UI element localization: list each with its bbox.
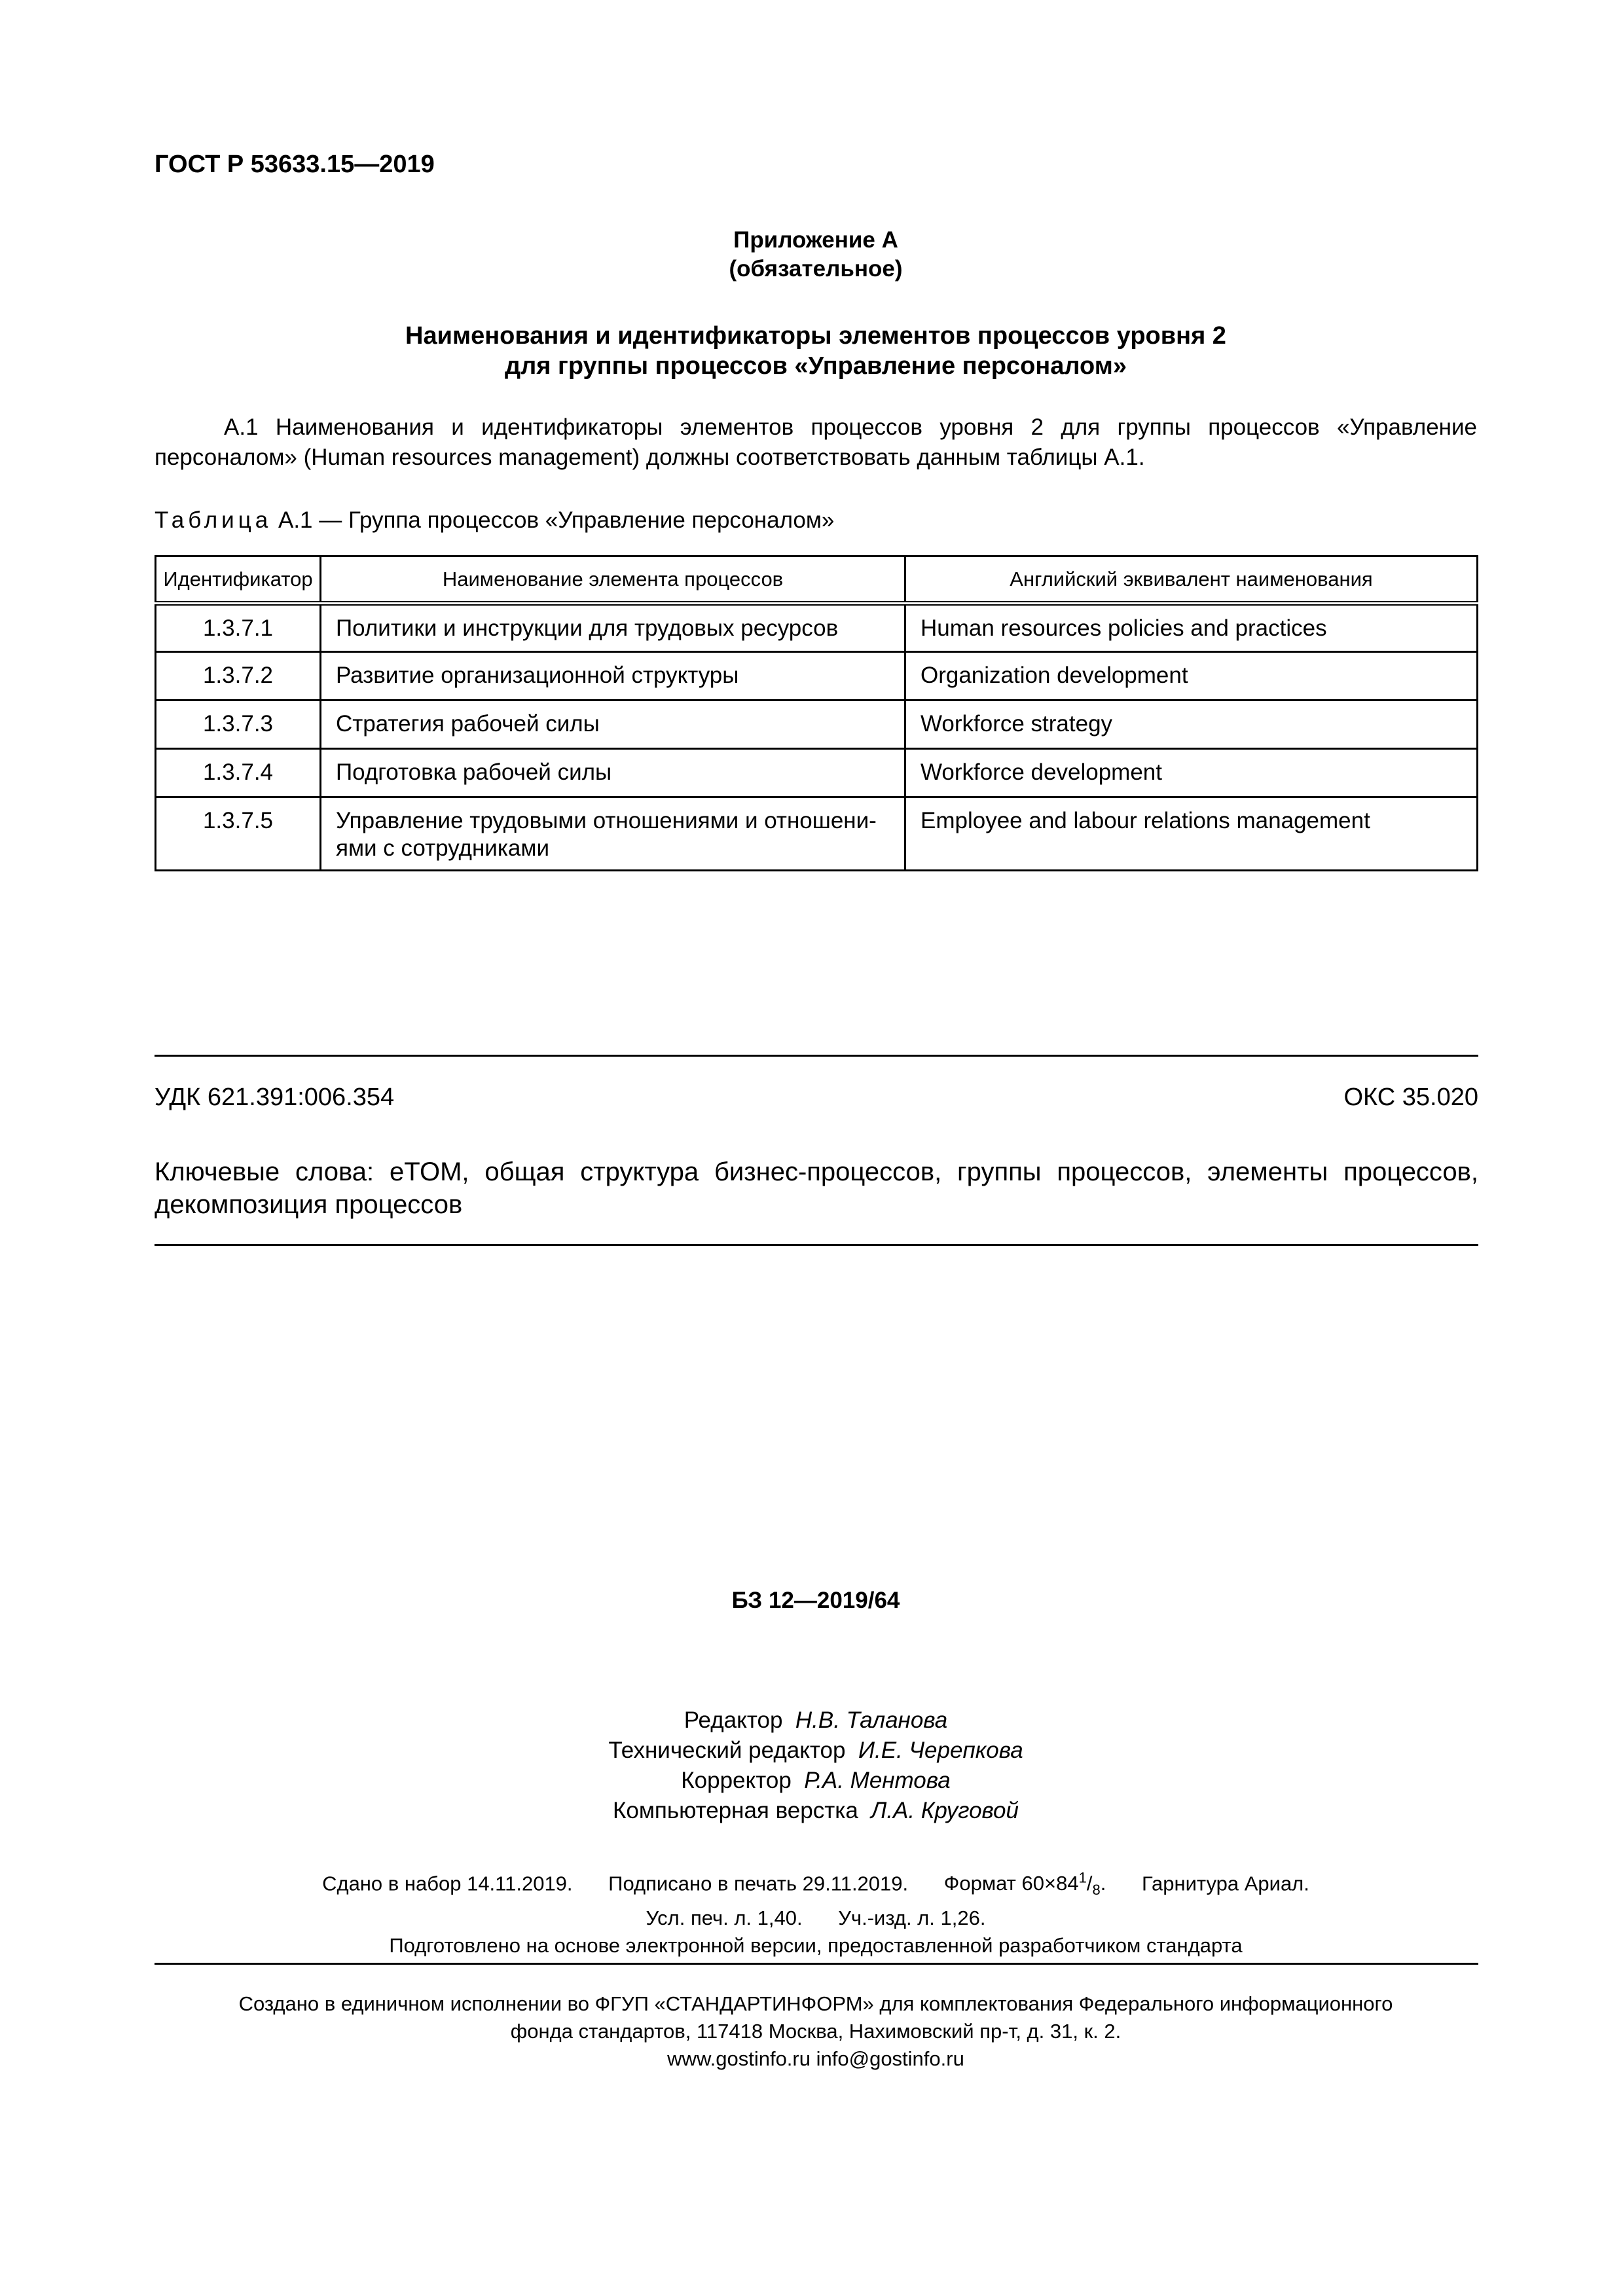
cell-id: 1.3.7.2 — [156, 652, 321, 701]
column-header-id: Идентификатор — [156, 556, 321, 604]
process-table — [155, 555, 1478, 871]
cell-id: 1.3.7.5 — [156, 797, 321, 871]
tech-editor-name: И.Е. Черепкова — [858, 1738, 1023, 1763]
footer-contacts — [155, 2045, 1477, 2073]
table-row — [156, 701, 1478, 749]
cell-en: Human resources policies and practices — [905, 604, 1478, 652]
bz-code: БЗ 12—2019/64 — [731, 1588, 900, 1613]
keywords: Ключевые слова: eTOM, общая структура бизнес-процессов, группы процессов, элементы процессов, декомпозиция процессов — [155, 1157, 1478, 1219]
table-caption — [155, 507, 834, 534]
tech-editor-label: Технический редактор — [608, 1738, 846, 1763]
table-header-row — [156, 556, 1478, 604]
table-row — [156, 749, 1478, 797]
appendix-heading-line1: Наименования и идентификаторы элементов процессов уровня 2 — [405, 322, 1226, 350]
imprint-print-sheets: Усл. печ. л. 1,40. — [646, 1906, 803, 1929]
credit-editor — [155, 1705, 1477, 1736]
corrector-label: Корректор — [681, 1768, 792, 1793]
imprint-line1 — [155, 1865, 1477, 1904]
appendix-heading — [155, 321, 1477, 381]
imprint-submitted: Сдано в набор 14.11.2019. — [322, 1872, 573, 1895]
imprint-block — [155, 1865, 1477, 1959]
cell-en: Workforce development — [905, 749, 1478, 797]
divider-middle — [155, 1244, 1478, 1246]
table-row — [156, 604, 1478, 652]
footer-line1: Создано в единичном исполнении во ФГУП «СТАНДАРТИНФОРМ» для комплектования Федерального информационного — [238, 1992, 1393, 2015]
editor-label: Редактор — [684, 1707, 783, 1733]
udk-code: УДК 621.391:006.354 — [155, 1084, 395, 1111]
cell-id: 1.3.7.1 — [156, 604, 321, 652]
cell-en: Organization development — [905, 652, 1478, 701]
cell-ru: Стратегия рабочей силы — [321, 701, 905, 749]
publisher-footer — [155, 1990, 1477, 2073]
corrector-name: Р.А. Ментова — [804, 1768, 951, 1793]
table-row — [156, 797, 1478, 871]
imprint-format: Формат $60\times 84^1/_8$. — [943, 1870, 1106, 1899]
imprint-pub-sheets: Уч.-изд. л. 1,26. — [838, 1906, 986, 1929]
editor-name: Н.В. Таланова — [795, 1707, 948, 1733]
column-header-en: Английский эквивалент наименования — [905, 556, 1478, 604]
imprint-signed: Подписано в печать 29.11.2019. — [608, 1872, 909, 1895]
appendix-title: Приложение А — [733, 227, 898, 253]
table-row — [156, 652, 1478, 701]
oks-code: ОКС 35.020 — [1343, 1084, 1478, 1111]
imprint-font: Гарнитура Ариал. — [1141, 1872, 1309, 1895]
table-caption-text: А.1 — Группа процессов «Управление персоналом» — [278, 507, 835, 533]
intro-paragraph: А.1 Наименования и идентификаторы элементов процессов уровня 2 для группы процессов «Управление персоналом» (Human resources management) должны соответствовать данным таблицы А.1. — [155, 414, 1477, 470]
cell-ru: Политики и инструкции для трудовых ресурсов — [321, 604, 905, 652]
classification-row — [155, 1084, 1478, 1112]
appendix-status: (обязательное) — [729, 256, 903, 282]
cell-ru: Развитие организационной структуры — [321, 652, 905, 701]
footer-line2: фонда стандартов, 117418 Москва, Нахимовский пр-т, д. 31, к. 2. — [510, 2020, 1122, 2043]
credit-layout — [155, 1796, 1477, 1826]
layout-name: Л.А. Круговой — [871, 1798, 1019, 1823]
appendix-heading-line2: для группы процессов «Управление персоналом» — [505, 352, 1127, 380]
footer-email-link[interactable]: info@gostinfo.ru — [816, 2047, 964, 2070]
cell-ru: Управление трудовыми отношениями и отношени-ями с сотрудниками — [321, 797, 905, 871]
layout-label: Компьютерная верстка — [612, 1798, 858, 1823]
divider-top — [155, 1055, 1478, 1057]
divider-bottom — [155, 1963, 1478, 1965]
footer-site-link[interactable]: www.gostinfo.ru — [667, 2047, 811, 2070]
standard-number: ГОСТ Р 53633.15—2019 — [155, 151, 435, 178]
credits-block — [155, 1705, 1477, 1826]
cell-en: Workforce strategy — [905, 701, 1478, 749]
cell-id: 1.3.7.3 — [156, 701, 321, 749]
table-caption-label: Таблица — [155, 507, 272, 533]
cell-ru: Подготовка рабочей силы — [321, 749, 905, 797]
column-header-ru: Наименование элемента процессов — [321, 556, 905, 604]
credit-tech-editor — [155, 1736, 1477, 1766]
cell-id: 1.3.7.4 — [156, 749, 321, 797]
appendix-title-block — [155, 226, 1477, 283]
imprint-line2 — [155, 1904, 1477, 1932]
cell-en: Employee and labour relations management — [905, 797, 1478, 871]
credit-corrector — [155, 1766, 1477, 1796]
imprint-prepared: Подготовлено на основе электронной версии, предоставленной разработчиком стандарта — [389, 1933, 1243, 1957]
